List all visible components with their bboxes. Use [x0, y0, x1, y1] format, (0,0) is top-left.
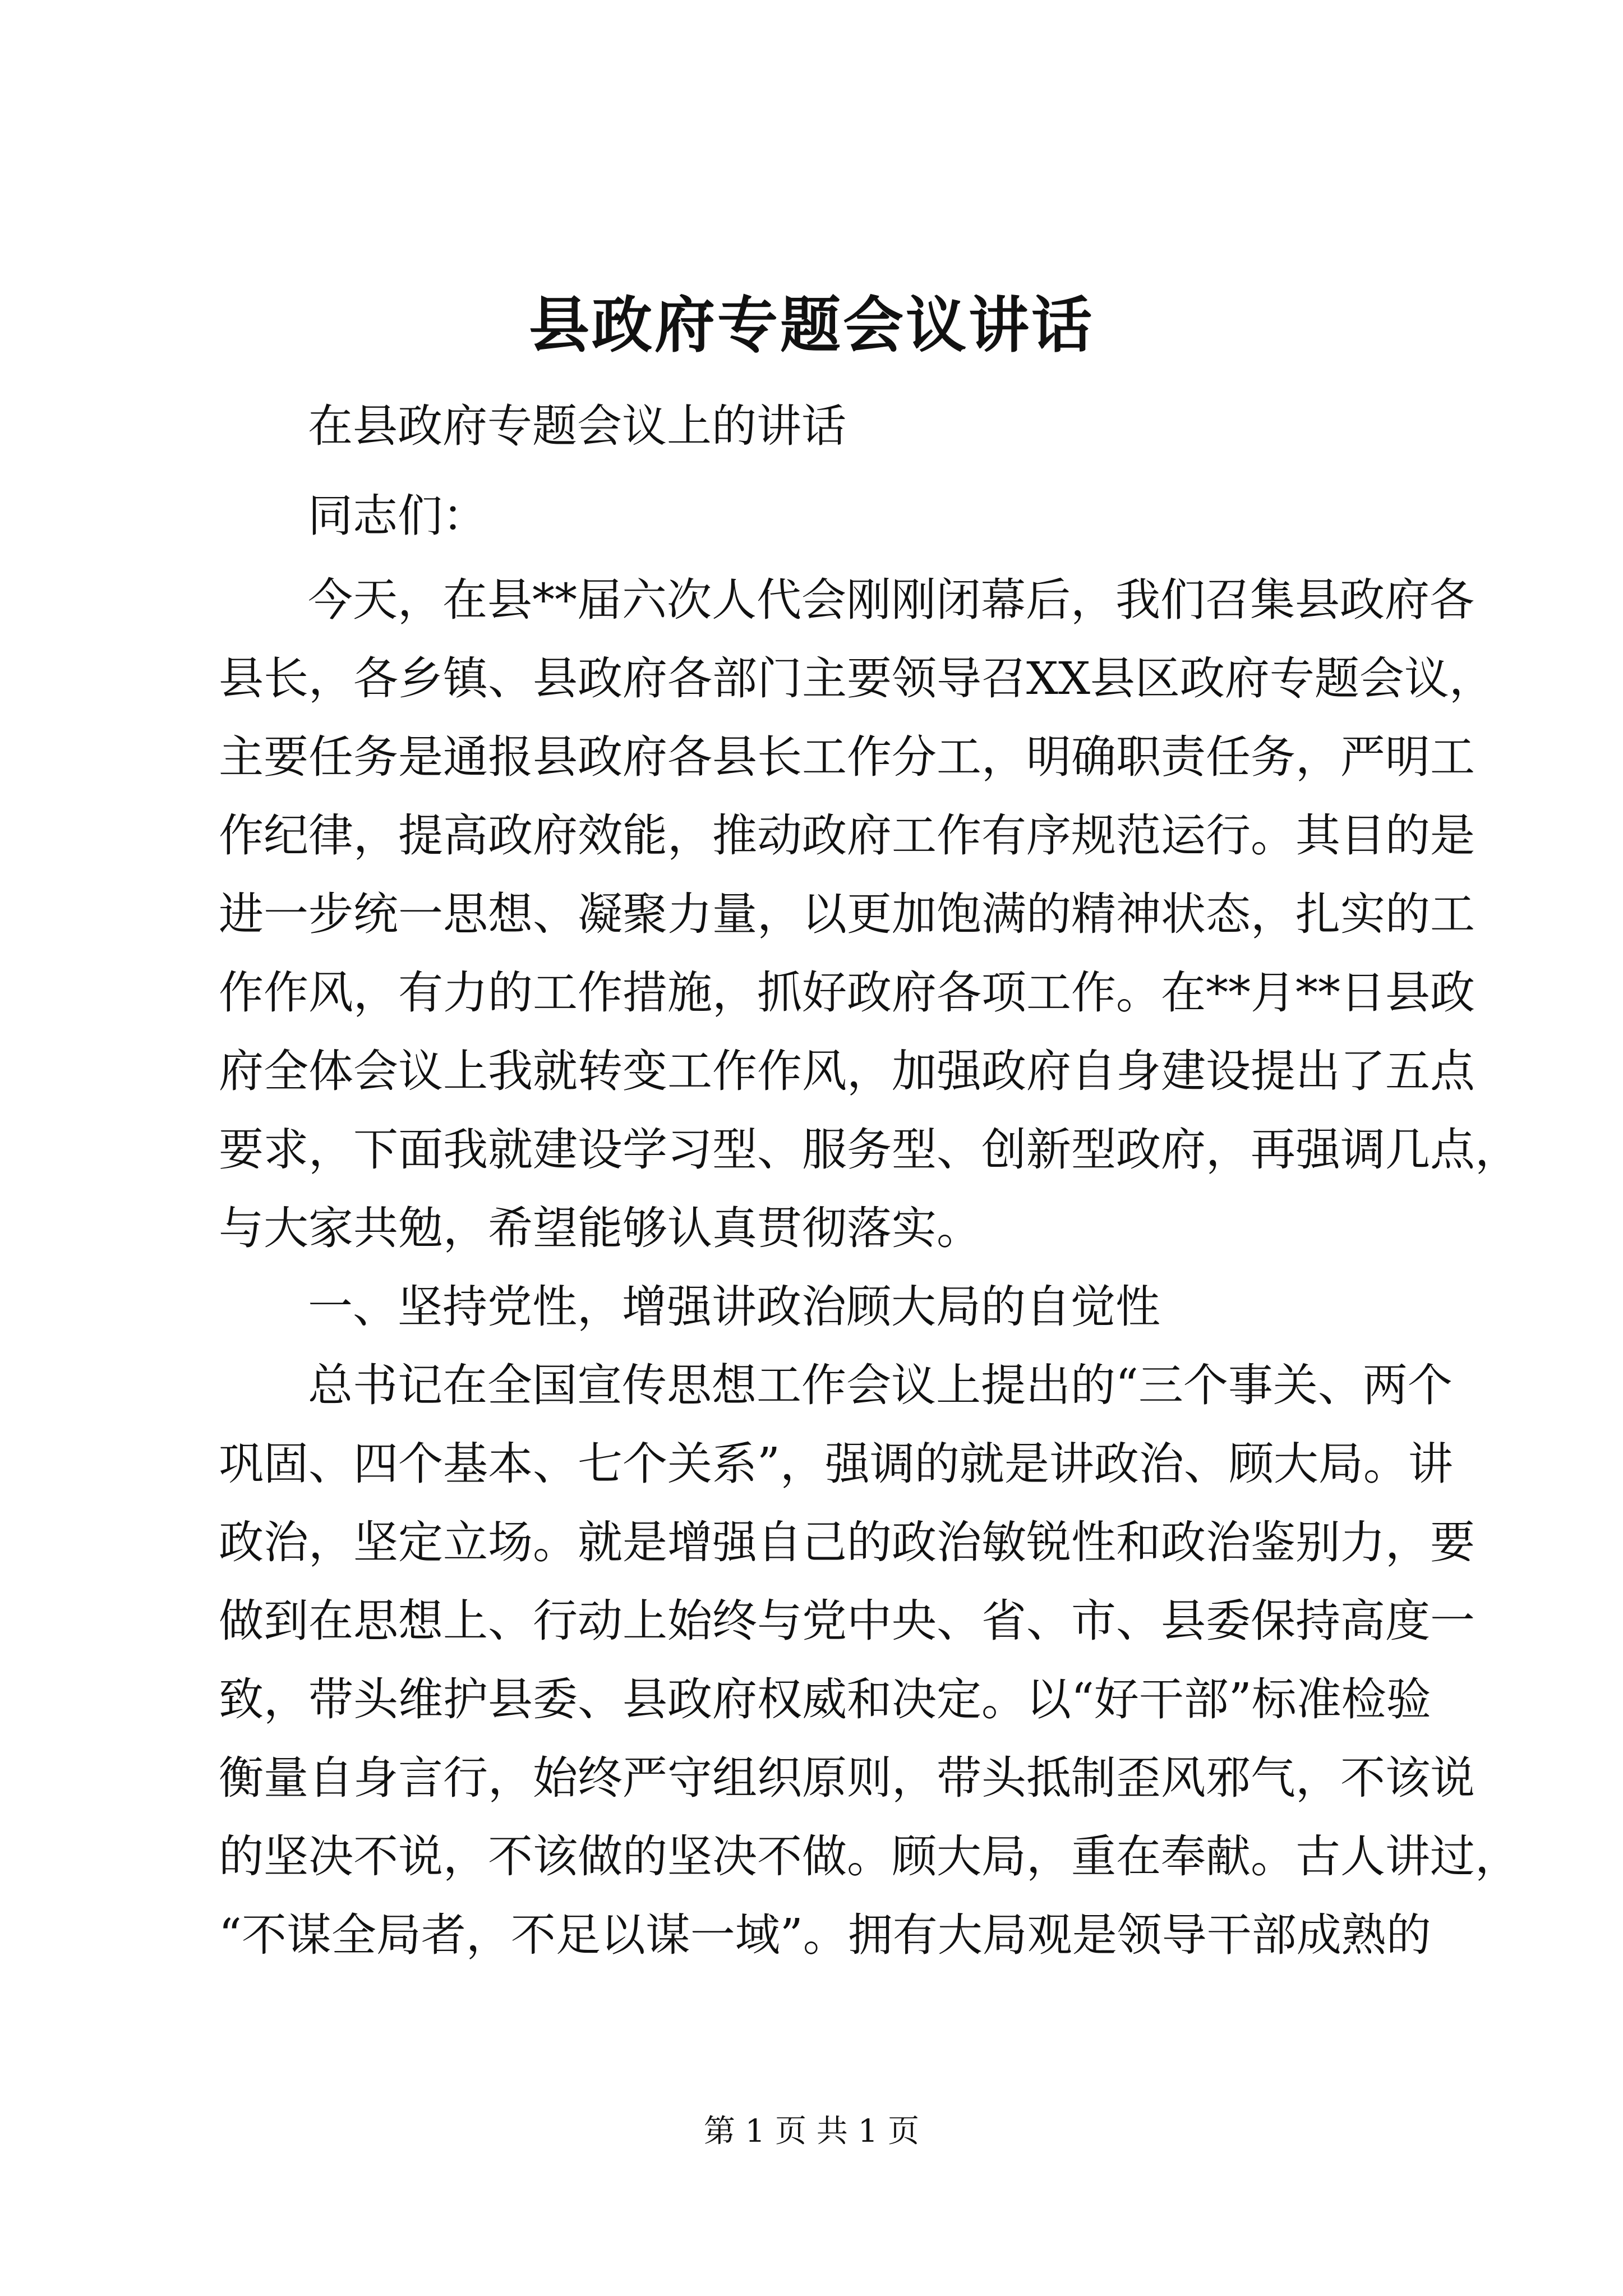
- section-heading: 一、坚持党性，增强讲政治顾大局的自觉性: [308, 1281, 1160, 1333]
- body-text: 巩固、四个基本、七个关系”，强调的就是讲政治、顾大局。讲: [219, 1438, 1453, 1490]
- body-text: 府全体会议上我就转变工作作风，加强政府自身建设提出了五点: [219, 1045, 1475, 1097]
- subtitle-text: 在县政府专题会议上的讲话: [308, 400, 846, 452]
- document-title: 县政府专题会议讲话: [528, 290, 1094, 361]
- page-footer: 第 1 页 共 1 页: [703, 2113, 920, 2150]
- body-text: 作作风，有力的工作措施，抓好政府各项工作。在**月**日县政: [219, 967, 1475, 1019]
- body-text: 今天，在县**届六次人代会刚刚闭幕后，我们召集县政府各: [308, 574, 1474, 626]
- body-text: “不谋全局者，不足以谋一域”。拥有大局观是领导干部成熟的: [219, 1909, 1431, 1961]
- body-text: 作纪律，提高政府效能，推动政府工作有序规范运行。其目的是: [219, 809, 1475, 862]
- body-text: 主要任务是通报县政府各县长工作分工，明确职责任务，严明工: [219, 731, 1475, 783]
- body-text: 进一步统一思想、凝聚力量，以更加饱满的精神状态，扎实的工: [219, 888, 1475, 940]
- body-text: 县长，各乡镇、县政府各部门主要领导召XX县区政府专题会议，: [219, 652, 1494, 705]
- body-text: 做到在思想上、行动上始终与党中央、省、市、县委保持高度一: [219, 1595, 1475, 1647]
- body-text: 要求，下面我就建设学习型、服务型、创新型政府，再强调几点，: [219, 1124, 1520, 1176]
- body-text: 政治，坚定立场。就是增强自己的政治敏锐性和政治鉴别力，要: [219, 1516, 1475, 1568]
- body-text: 致，带头维护县委、县政府权威和决定。以“好干部”标准检验: [219, 1673, 1431, 1726]
- body-text: 的坚决不说，不该做的坚决不做。顾大局，重在奉献。古人讲过，: [219, 1830, 1520, 1883]
- body-text: 衡量自身言行，始终严守组织原则，带头抵制歪风邪气，不该说: [219, 1752, 1475, 1804]
- body-text: 总书记在全国宣传思想工作会议上提出的“三个事关、两个: [308, 1359, 1453, 1411]
- salutation-text: 同志们：: [308, 490, 487, 542]
- body-text: 与大家共勉，希望能够认真贯彻落实。: [219, 1202, 981, 1254]
